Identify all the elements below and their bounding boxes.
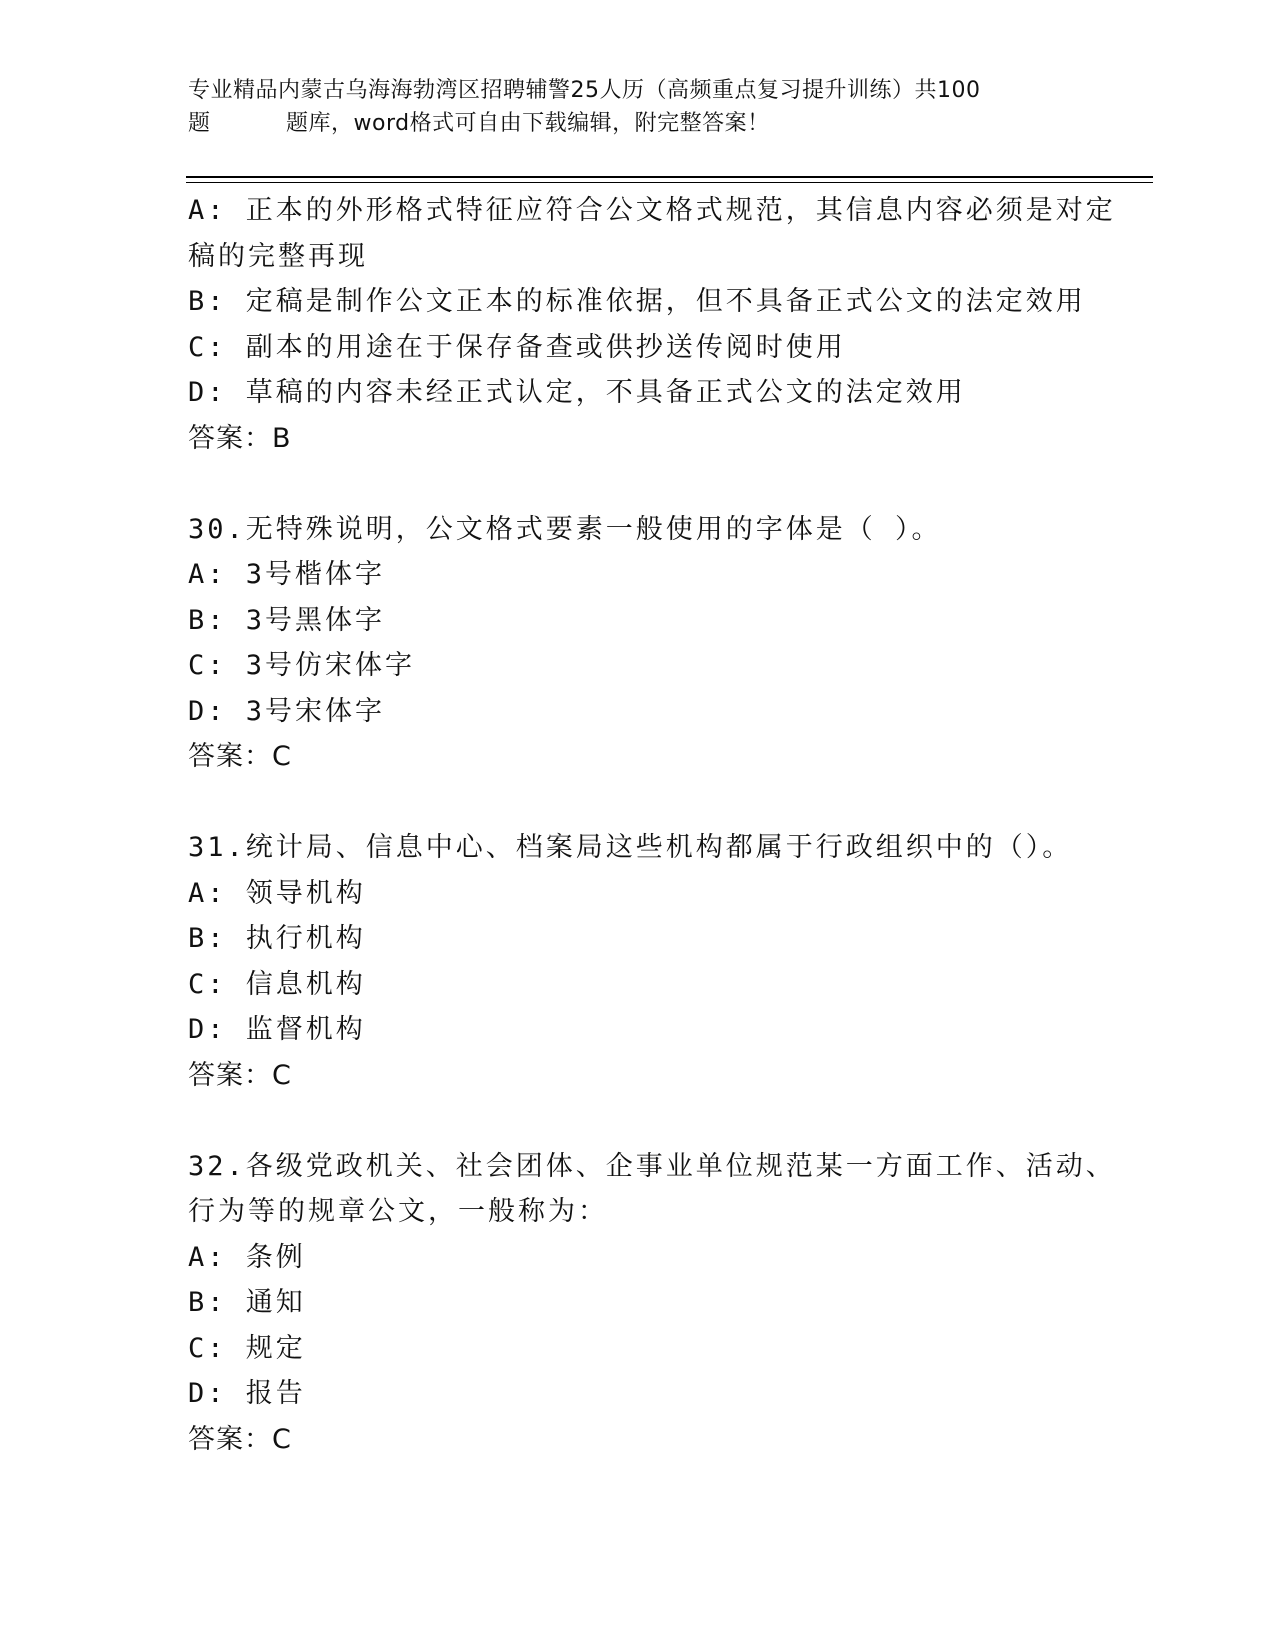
option-a: A: 正本的外形格式特征应符合公文格式规范，其信息内容必须是对定: [188, 195, 1116, 226]
option-d: D: 草稿的内容未经正式认定，不具备正式公文的法定效用: [188, 377, 966, 408]
answer-value: C: [272, 1059, 292, 1091]
question-content: [188, 188, 1116, 1462]
option-c: C: 副本的用途在于保存备查或供抄送传阅时使用: [188, 331, 846, 363]
answer-value: B: [272, 422, 292, 454]
answer-line: [188, 734, 1088, 780]
option-a: A: 3号楷体字: [188, 559, 386, 590]
option-b: B: 执行机构: [188, 923, 366, 954]
header-title-line-2-lead: 题: [188, 111, 211, 136]
question-32: [188, 1144, 1116, 1463]
answer-line: [188, 1417, 1088, 1463]
option-b: B: 定稿是制作公文正本的标准依据，但不具备正式公文的法定效用: [188, 286, 1086, 317]
option-b: B: 3号黑体字: [188, 604, 386, 636]
answer-line: [188, 416, 1088, 462]
header-title-line-1: 专业精品内蒙古乌海海勃湾区招聘辅警25人历（高频重点复习提升训练）共100: [188, 78, 981, 103]
option-a: A: 领导机构: [188, 877, 366, 909]
question-31: [188, 825, 1088, 1098]
answer-value: C: [272, 1423, 292, 1455]
option-a-continued: 稿的完整再现: [188, 240, 368, 272]
answer-label: 答案：: [188, 1059, 272, 1091]
header-divider-thin: [186, 182, 1153, 183]
spacer: [188, 461, 1088, 507]
option-d: D: 监督机构: [188, 1014, 366, 1045]
question-stem: 30.无特殊说明，公文格式要素一般使用的字体是（ ）。: [188, 513, 942, 545]
header-title-line-2: [188, 107, 1068, 140]
spacer: [188, 1098, 1088, 1144]
question-stem: 32.各级党政机关、社会团体、企事业单位规范某一方面工作、活动、: [188, 1150, 1116, 1182]
option-c: C: 信息机构: [188, 968, 366, 1000]
answer-label: 答案：: [188, 741, 272, 772]
option-d: D: 3号宋体字: [188, 695, 386, 727]
spacer: [188, 780, 1088, 826]
option-c: C: 规定: [188, 1332, 306, 1364]
document-header: [188, 74, 1068, 140]
option-b: B: 通知: [188, 1287, 306, 1318]
header-title-line-2-rest: 题库，word格式可自由下载编辑，附完整答案！: [286, 111, 770, 136]
question-29-continued: [188, 188, 1116, 461]
option-c: C: 3号仿宋体字: [188, 650, 416, 681]
answer-line: [188, 1053, 1088, 1099]
answer-label: 答案：: [188, 1423, 272, 1455]
header-divider-thick: [186, 176, 1153, 178]
question-30: [188, 507, 1088, 780]
option-d: D: 报告: [188, 1378, 306, 1409]
answer-label: 答案：: [188, 422, 272, 454]
question-stem: 31.统计局、信息中心、档案局这些机构都属于行政组织中的（）。: [188, 832, 1073, 863]
option-a: A: 条例: [188, 1241, 306, 1273]
answer-value: C: [272, 741, 292, 772]
question-stem-continued: 行为等的规章公文，一般称为：: [188, 1196, 608, 1227]
